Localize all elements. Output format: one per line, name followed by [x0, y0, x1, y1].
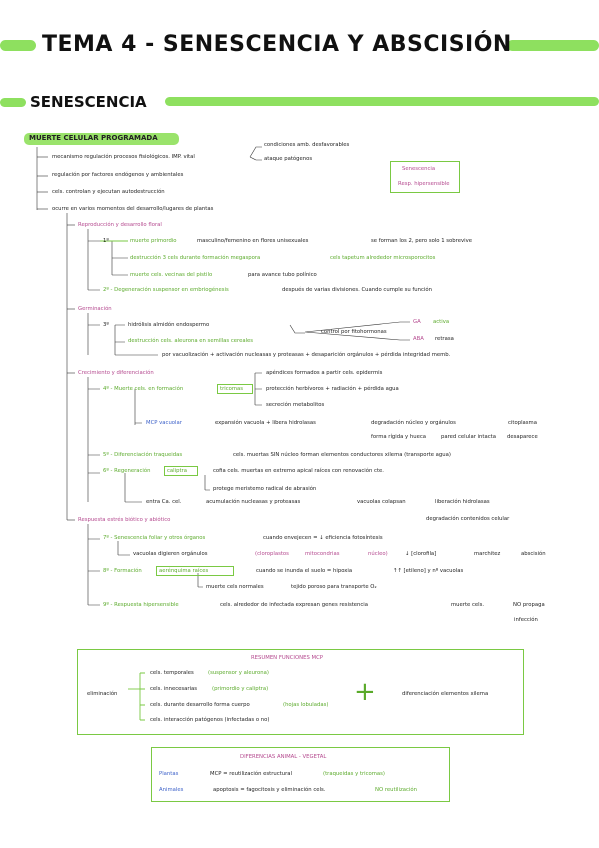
- resumen-plus: +: [354, 677, 376, 707]
- crec-v1: expansión vacuola + libera hidrolasas: [215, 420, 316, 426]
- crec-c1: cofia cels. muertas en extremo apical raíces con renovación cte.: [213, 468, 384, 474]
- resp-s5: núcleo): [368, 551, 388, 557]
- repro-d: 2º - Degeneración suspensor en embriogénesis: [103, 287, 229, 293]
- crec-v4: forma rígida y hueca: [371, 434, 427, 440]
- repro-a: muerte primordio: [130, 238, 177, 244]
- crec-c5: vacuolas colapsan: [357, 499, 406, 505]
- resumen-i3b: (hojas lobuladas): [283, 702, 329, 708]
- crec-mcpv: MCP vacuolar: [146, 420, 182, 426]
- mcp-line-4: ocurre en varios momentos del desarrollo/lugares de plantas: [52, 206, 214, 212]
- crec-x1: cels. muertas SIN núcleo forman elementos conductores xilema (transporte agua): [233, 452, 451, 458]
- repro-c: muerte cels. vecinas del pistilo: [130, 272, 213, 278]
- resp-n9: 9º - Respuesta hipersensible: [103, 602, 179, 608]
- crec-n4: 4º - Muerte cels. en formación: [103, 386, 184, 392]
- dif-animales-3: NO reutilización: [375, 787, 417, 793]
- repro-a2: masculino/femenino en flores unisexuales: [197, 238, 309, 244]
- crec-c4: acumulación nucleasas y proteasas: [206, 499, 301, 505]
- resp-h2: muerte cels.: [451, 602, 485, 608]
- resumen-i2b: (primordio y caliptra): [212, 686, 269, 692]
- resp-aer: aerénquima raíces: [159, 568, 209, 574]
- resp-n8: 8º - Formación: [103, 568, 142, 574]
- mcp-line-2: regulación por factores endógenos y ambientales: [52, 172, 184, 178]
- resp-h4: infección: [514, 617, 538, 623]
- repro-head: Reproducción y desarrollo floral: [78, 222, 162, 228]
- resp-s7: marchitez: [474, 551, 501, 557]
- resumen-left: eliminación: [87, 691, 118, 697]
- resp-s3: (cloroplastos: [255, 551, 289, 557]
- resumen-i3: cels. durante desarrollo forma cuerpo: [150, 702, 250, 708]
- germ-aba: ABA: [413, 336, 424, 342]
- germ-d: por vacuolización + activación nucleasas y proteasas + desaparición orgánulos + pérdida integridad memb.: [162, 352, 451, 358]
- crec-c7: degradación contenidos celular: [426, 516, 510, 522]
- repro-d2: después de varias divisiones. Cuando cumple su función: [282, 287, 432, 293]
- crec-tri: tricomas: [220, 386, 244, 392]
- repro-c2: para avance tubo polínico: [248, 272, 317, 278]
- germ-c: control por fitohormonas: [321, 329, 387, 335]
- dif-plantas-3: (traqueidas y tricomas): [323, 771, 385, 777]
- crec-head: Crecimiento y diferenciación: [78, 370, 154, 376]
- crec-t3: secreción metabolitos: [266, 402, 325, 408]
- crec-v3: citoplasma: [508, 420, 537, 426]
- mcp-line-1: mecanismo regulación procesos fisiológicos. IMP. vital: [52, 154, 195, 160]
- germ-aba2: retrasa: [435, 336, 454, 342]
- side-resp-hiper: Resp. hipersensible: [398, 181, 450, 187]
- mcp-line-3: cels. controlan y ejecutan autodestrucción: [52, 189, 165, 195]
- crec-n6: 6º - Regeneración: [103, 468, 151, 474]
- crec-t2: protección herbívoros + radiación + pérdida agua: [266, 386, 399, 392]
- germ-head: Germinación: [78, 306, 112, 312]
- mcp-line-1a: condiciones amb. desfavorables: [264, 142, 350, 148]
- section-title: SENESCENCIA: [30, 93, 147, 111]
- resp-head: Respuesta estrés biótico y abiótico: [78, 517, 171, 523]
- germ-b: destrucción cels. aleurona en semillas cereales: [128, 338, 254, 344]
- mcp-heading: MUERTE CELULAR PROGRAMADA: [29, 134, 158, 142]
- crec-c3: entra Ca. cel.: [146, 499, 182, 505]
- crec-cof: caliptra: [167, 468, 187, 474]
- crec-t1: apéndices formados a partir cels. epidermis: [266, 370, 383, 376]
- resp-s1: cuando envejecen = ↓ eficiencia fotosíntesis: [263, 535, 383, 541]
- germ-ga: GA: [413, 319, 421, 325]
- resp-a4: tejido poroso para transporte O₂: [291, 584, 377, 590]
- dif-plantas-2: MCP = reutilización estructural: [210, 771, 293, 777]
- crec-v2: degradación núcleo y orgánulos: [371, 420, 456, 426]
- crec-n5: 5º - Diferenciación traqueidas: [103, 452, 183, 458]
- resp-s4: mitocondrias: [305, 551, 340, 557]
- resp-a2: ↑↑ [etileno] y nº vacuolas: [393, 568, 464, 574]
- dif-plantas: Plantas: [159, 771, 179, 777]
- resp-n7: 7º - Senescencia foliar y otros órganos: [103, 535, 206, 541]
- resumen-i4: cels. interacción patógenos (infectadas o no): [150, 717, 270, 723]
- resp-s6: ↓ [clorofila]: [405, 551, 437, 557]
- resp-a3: muerte cels normales: [206, 584, 264, 590]
- repro-b: destrucción 3 cels durante formación megaspora: [130, 255, 261, 261]
- page-title: TEMA 4 - SENESCENCIA Y ABSCISIÓN: [42, 32, 512, 57]
- resumen-i1b: (suspensor y aleurona): [208, 670, 269, 676]
- crec-c2: protege meristemo radical de abrasión: [213, 486, 317, 492]
- crec-v6: desaparece: [507, 434, 538, 440]
- resp-s8: abscisión: [521, 551, 546, 557]
- resumen-i2: cels. innecesarias: [150, 686, 198, 692]
- resumen-right: diferenciación elementos xilema: [402, 691, 489, 697]
- repro-a3: se forman los 2, pero solo 1 sobrevive: [371, 238, 472, 244]
- dif-animales: Animales: [159, 787, 184, 793]
- crec-c6: liberación hidrolasas: [435, 499, 490, 505]
- mcp-line-1b: ataque patógenos: [264, 156, 313, 162]
- germ-a: hidrólisis almidón endospermo: [128, 322, 210, 328]
- crec-v5: pared celular intacta: [441, 434, 496, 440]
- germ-ga2: activa: [433, 319, 450, 325]
- resp-s2: vacuolas digieren orgánulos: [133, 551, 208, 557]
- resumen-i1: cels. temporales: [150, 670, 194, 676]
- repro-b2: cels tapetum alrededor microsporocitos: [330, 255, 436, 261]
- resp-h3: NO propaga: [513, 602, 545, 608]
- resp-a1: cuando se inunda el suelo = hipoxia: [256, 568, 353, 574]
- resp-h1: cels. alrededor de infectada expresan genes resistencia: [220, 602, 369, 608]
- resumen-title: RESUMEN FUNCIONES MCP: [251, 655, 323, 661]
- germ-n: 3º: [103, 322, 109, 328]
- dif-animales-2: apoptosis = fagocitosis y eliminación cels.: [213, 787, 326, 793]
- dif-title: DIFERENCIAS ANIMAL - VEGETAL: [240, 754, 327, 760]
- side-senescencia: Senescencia: [402, 166, 436, 172]
- repro-n1: 1º: [103, 238, 109, 244]
